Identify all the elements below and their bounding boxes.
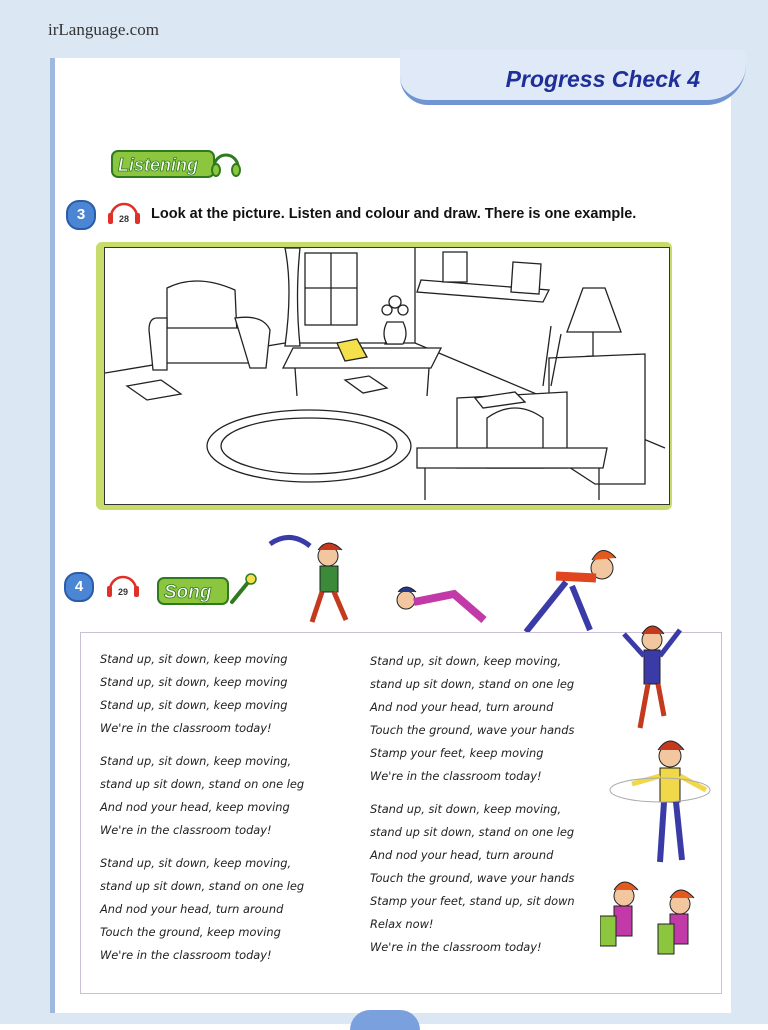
window <box>285 248 357 346</box>
headphones-icon <box>107 199 141 225</box>
exercise-number-badge: 3 <box>66 200 96 230</box>
listening-logo <box>110 143 242 183</box>
page-number-tab <box>350 1010 420 1030</box>
lyric-line: Stand up, sit down, keep moving, <box>370 654 562 668</box>
svg-text:Song: Song <box>164 582 212 603</box>
lyric-line: Stand up, sit down, keep moving, <box>100 856 292 870</box>
track-number: 29 <box>117 587 129 597</box>
lyric-line: Stand up, sit down, keep moving, <box>370 802 562 816</box>
living-room-picture <box>104 247 670 505</box>
lyric-line: We're in the classroom today! <box>100 823 272 837</box>
children-side-illustration <box>600 600 720 1000</box>
lyric-line: Stand up, sit down, keep moving, <box>100 754 292 768</box>
lyric-line: We're in the classroom today! <box>370 769 542 783</box>
lyric-line: We're in the classroom today! <box>100 721 272 735</box>
lyrics-column-left <box>100 648 304 967</box>
track-number: 28 <box>118 214 130 224</box>
lyric-line: And nod your head, keep moving <box>100 800 290 814</box>
armchair <box>149 281 270 370</box>
vase <box>384 322 406 344</box>
site-watermark: irLanguage.com <box>48 20 159 39</box>
lyric-line: We're in the classroom today! <box>100 948 272 962</box>
header-tab <box>400 50 746 105</box>
lyrics-column-right <box>370 650 575 959</box>
lyric-line: Stand up, sit down, keep moving <box>100 652 288 666</box>
lyric-line: Stamp your feet, keep moving <box>370 746 544 760</box>
lyric-line: Stamp your feet, stand up, sit down <box>370 894 575 908</box>
lyric-line: stand up sit down, stand on one leg <box>100 879 305 893</box>
headphones-icon <box>106 572 140 598</box>
lyric-line: Touch the ground, wave your hands <box>370 723 575 737</box>
listening-instruction: Look at the picture. Listen and colour and draw. There is one example. <box>151 206 637 222</box>
shelf <box>417 252 549 302</box>
svg-text:Listening: Listening <box>118 155 198 175</box>
lyric-line: stand up sit down, stand on one leg <box>100 777 305 791</box>
page-title: Progress Check 4 <box>505 66 700 92</box>
exercise-number-badge: 4 <box>64 572 94 602</box>
lyric-line: Stand up, sit down, keep moving <box>100 675 288 689</box>
lyric-line: Touch the ground, wave your hands <box>370 871 575 885</box>
lyric-line: And nod your head, turn around <box>100 902 284 916</box>
lyric-line: stand up sit down, stand on one leg <box>370 825 575 839</box>
lyric-line: And nod your head, turn around <box>370 848 554 862</box>
lyric-line: We're in the classroom today! <box>370 940 542 954</box>
lyric-line: Relax now! <box>370 917 434 931</box>
lyric-line: And nod your head, turn around <box>370 700 554 714</box>
lyric-line: stand up sit down, stand on one leg <box>370 677 575 691</box>
song-logo <box>156 572 258 608</box>
lyric-line: Stand up, sit down, keep moving <box>100 698 288 712</box>
book-floor <box>127 380 181 400</box>
lyric-line: Touch the ground, keep moving <box>100 925 281 939</box>
